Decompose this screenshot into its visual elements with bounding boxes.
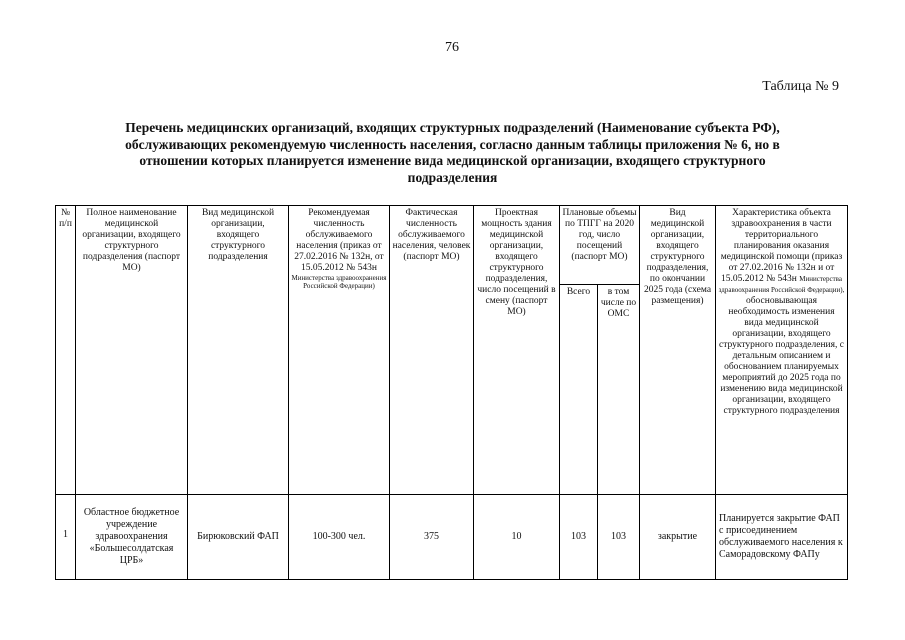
row-org-name: Областное бюджетное учреждение здравоохранения «Большесолдатская ЦРБ» — [76, 495, 188, 580]
title-line-2: обслуживающих рекомендуемую численность населения, согласно данным таблицы приложения № 6, но в — [125, 136, 780, 152]
document-title — [80, 120, 825, 186]
header-org-type: Вид медицинской организации, входящего структурного подразделения — [188, 206, 289, 495]
header-recommended-population — [289, 206, 390, 495]
row-capacity: 10 — [474, 495, 560, 580]
header-actual-population: Фактическая численность обслуживаемого населения, человек (паспорт МО) — [390, 206, 474, 495]
header-characteristics-a: Характеристика объекта здравоохранения в части территориального планирования оказания медицинской помощи (приказ от 27.02.2016 № 132н и от 15.05.2012 № 543н — [720, 208, 843, 284]
header-future-type: Вид медицинской организации, входящего структурного подразделения, по окончании 2025 года (схема размещения) — [640, 206, 716, 495]
table-row — [56, 495, 848, 580]
row-description: Планируется закрытие ФАП с присоединением обслуживаемого населения к Саморадовскому ФАПу — [716, 495, 848, 580]
title-line-4: подразделения — [407, 169, 498, 185]
row-oms: 103 — [598, 495, 640, 580]
header-characteristics-ministry: Министерства здравоохранения Российской Федерации), — [718, 275, 845, 294]
header-characteristics-b: обосновывающая необходимость изменения вида медицинской организации, входящего структурного подразделения, с детальным описанием и обоснованием планируемых мероприятий до 2025 года по изменению вида медицинской организации, входящего структурного подразделения — [719, 296, 844, 416]
header-planned-volumes: Плановые объемы по ТПГГ на 2020 год, число посещений (паспорт МО) — [560, 206, 640, 285]
header-total: Всего — [560, 285, 598, 495]
title-line-3: отношении которых планируется изменение вида медицинской организации, входящего структурного — [139, 153, 766, 168]
row-actual: 375 — [390, 495, 474, 580]
row-future-type: закрытие — [640, 495, 716, 580]
header-recommended-main: Рекомендуемая численность обслуживаемого населения (приказ от 27.02.2016 № 132н, от 15.05.2012 № 543н — [294, 208, 384, 273]
header-org-name: Полное наименование медицинской организации, входящего структурного подразделения (паспорт МО) — [76, 206, 188, 495]
organizations-table — [55, 205, 848, 580]
row-recommended: 100-300 чел. — [289, 495, 390, 580]
table-label: Таблица № 9 — [762, 79, 839, 94]
header-recommended-ministry: Министерства здравоохранения Российской Федерации) — [291, 274, 387, 290]
row-org-type: Бирюковский ФАП — [188, 495, 289, 580]
header-capacity: Проектная мощность здания медицинской организации, входящего структурного подразделения, число посещений в смену (паспорт МО) — [474, 206, 560, 495]
row-number: 1 — [56, 495, 76, 580]
header-oms: в том числе по ОМС — [598, 285, 640, 495]
row-total: 103 — [560, 495, 598, 580]
header-number: № п/п — [56, 206, 76, 495]
header-characteristics — [716, 206, 848, 495]
title-line-1: Перечень медицинских организаций, входящих структурных подразделений (Наименование субъекта РФ), — [125, 120, 780, 135]
page-number: 76 — [445, 40, 459, 55]
